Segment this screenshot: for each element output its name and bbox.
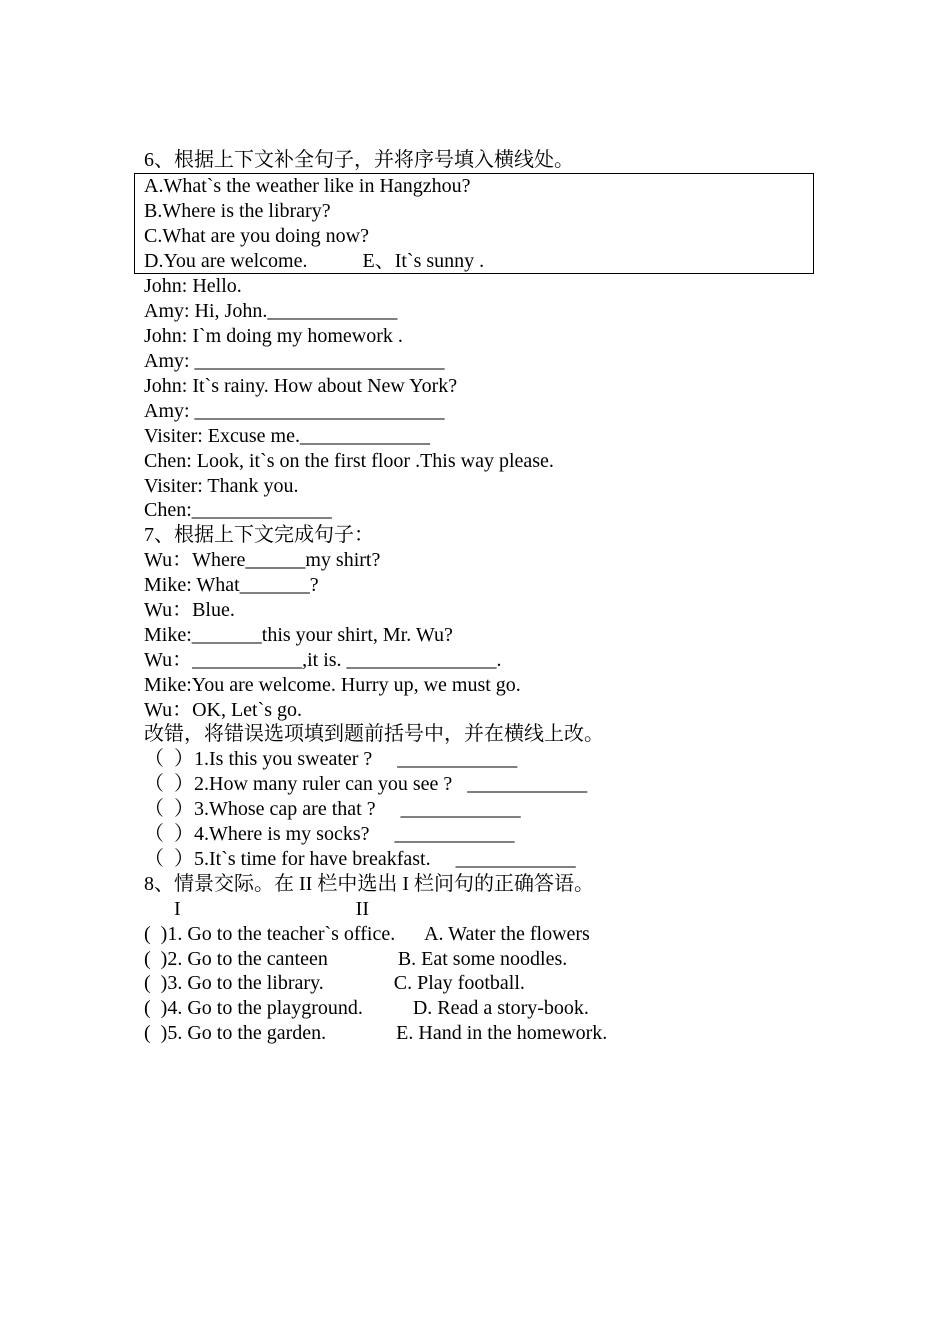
matching-item: ( )5. Go to the garden. E. Hand in the homework. — [144, 1022, 608, 1045]
correction-item: （ ）2.How many ruler can you see ? ____________ — [144, 773, 588, 796]
dialogue-line: Mike:_______this your shirt, Mr. Wu? — [144, 623, 453, 646]
dialogue-line: Wu：___________,it is. _______________. — [144, 648, 502, 671]
dialogue-line: Wu：OK, Let`s go. — [144, 698, 303, 721]
dialogue-line: Visiter: Excuse me._____________ — [144, 424, 430, 447]
dialogue-line: John: It`s rainy. How about New York? — [144, 375, 458, 398]
dialogue-line: Wu：Where______my shirt? — [144, 549, 381, 572]
dialogue-line: John: Hello. — [144, 275, 242, 298]
correction-item: （ ）4.Where is my socks? ____________ — [144, 823, 515, 846]
option-d-e: D.You are welcome. E、It`s sunny . — [144, 249, 485, 272]
dialogue-line: John: I`m doing my homework . — [144, 325, 403, 348]
section6-title: 6、根据上下文补全句子，并将序号填入横线处。 — [144, 149, 574, 171]
dialogue-line: Chen: Look, it`s on the first floor .This way please. — [144, 449, 554, 472]
section6-options-box — [134, 173, 814, 275]
section8-column-header: I II — [144, 897, 369, 920]
correction-title: 改错，将错误选项填到题前括号中，并在横线上改。 — [144, 723, 604, 746]
correction-item: （ ）1.Is this you sweater ? ____________ — [144, 748, 518, 771]
matching-item: ( )1. Go to the teacher`s office. A. Water the flowers — [144, 922, 590, 945]
dialogue-line: Visiter: Thank you. — [144, 474, 299, 497]
correction-item: （ ）5.It`s time for have breakfast. ____________ — [144, 847, 576, 870]
section7-title: 7、根据上下文完成句子： — [144, 524, 374, 547]
option-a: A.What`s the weather like in Hangzhou? — [144, 174, 471, 197]
matching-item: ( )3. Go to the library. C. Play football. — [144, 972, 525, 995]
correction-item: （ ）3.Whose cap are that ? ____________ — [144, 798, 521, 821]
option-b: B.Where is the library? — [144, 199, 331, 222]
dialogue-line: Amy: _________________________ — [144, 399, 445, 422]
dialogue-line: Amy: Hi, John._____________ — [144, 300, 398, 323]
dialogue-line: Chen:______________ — [144, 499, 332, 522]
worksheet-content — [144, 148, 824, 1046]
option-c: C.What are you doing now? — [144, 224, 369, 247]
section8-title: 8、情景交际。在 II 栏中选出 I 栏问句的正确答语。 — [144, 872, 594, 895]
dialogue-line: Wu：Blue. — [144, 599, 235, 622]
matching-item: ( )2. Go to the canteen B. Eat some noodles. — [144, 947, 568, 970]
dialogue-line: Mike: What_______? — [144, 574, 319, 597]
matching-item: ( )4. Go to the playground. D. Read a story-book. — [144, 997, 589, 1020]
dialogue-line: Mike:You are welcome. Hurry up, we must go. — [144, 673, 521, 696]
dialogue-line: Amy: _________________________ — [144, 350, 445, 373]
